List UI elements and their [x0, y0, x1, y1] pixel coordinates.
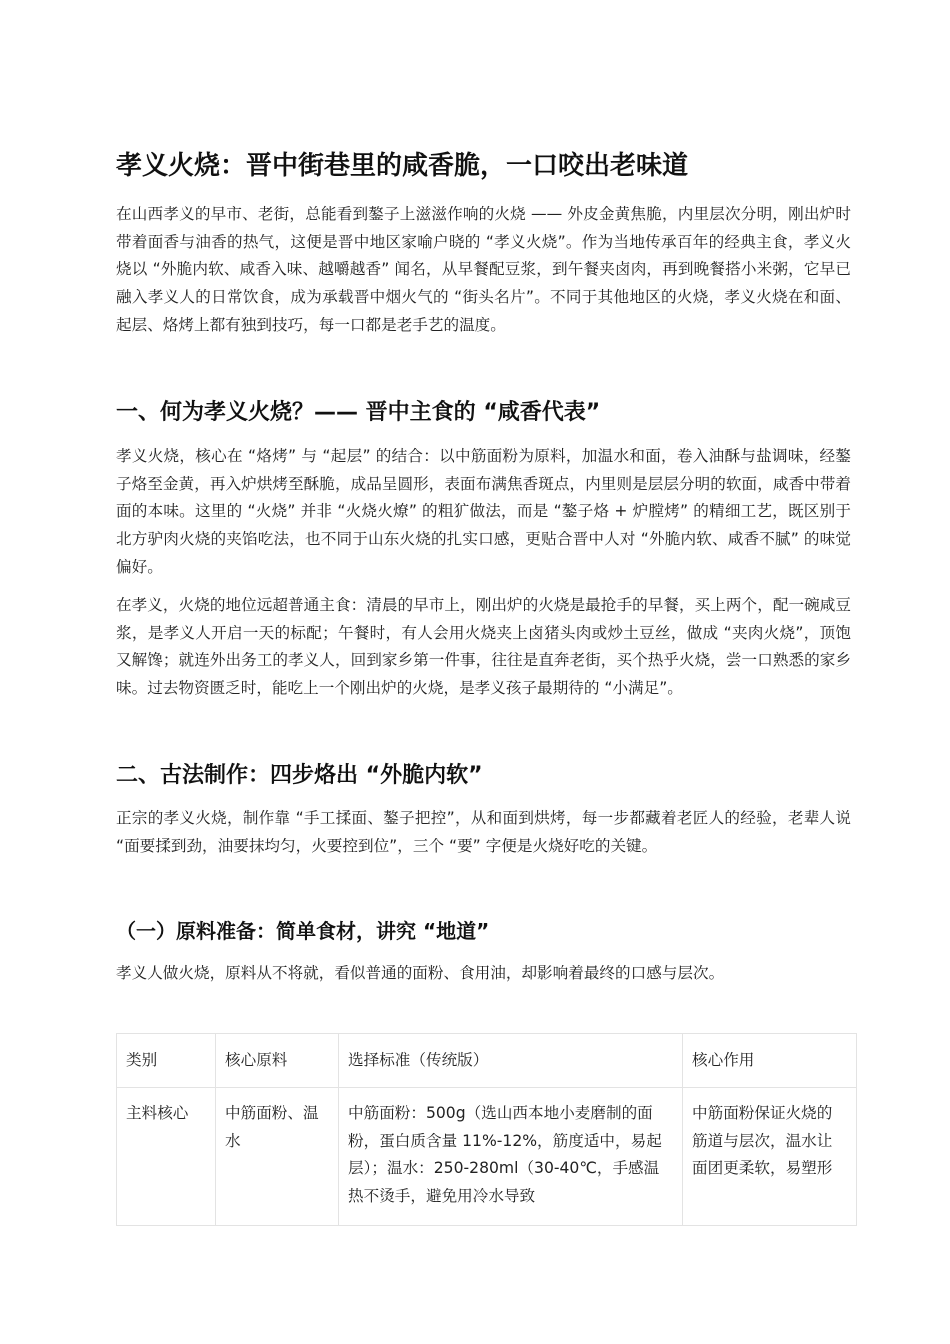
section2-heading: 二、古法制作：四步烙出 “外脆内软”: [116, 763, 483, 788]
article-title: 孝义火烧：晋中街巷里的咸香脆，一口咬出老味道: [116, 151, 689, 181]
table-header-cell: 选择标准（传统版）: [339, 1034, 683, 1088]
ingredients-table: [116, 1033, 857, 1226]
table-header-cell: 核心原料: [216, 1034, 339, 1088]
table-cell: 主料核心: [117, 1088, 216, 1226]
table-cell: 中筋面粉：500g（选山西本地小麦磨制的面粉，蛋白质含量 11%-12%，筋度适中，易起层）；温水：250-280ml（30-40℃，手感温热不烫手，避免用冷水导致: [339, 1088, 683, 1226]
subsection1-heading: （一）原料准备：简单食材，讲究 “地道”: [116, 919, 490, 943]
table-cell: 中筋面粉、温水: [216, 1088, 339, 1226]
section1-heading: 一、何为孝义火烧？—— 晋中主食的 “咸香代表”: [116, 400, 601, 425]
section2-paragraph-1: 正宗的孝义火烧，制作靠 “手工揉面、鏊子把控”，从和面到烘烤，每一步都藏着老匠人的经验，老辈人说 “面要揉到劲，油要抹均匀，火要控到位”，三个 “要” 字便是火烧好吃的关键。: [116, 809, 851, 855]
table-header-cell: 类别: [117, 1034, 216, 1088]
table-header-cell: 核心作用: [683, 1034, 857, 1088]
intro-paragraph: 在山西孝义的早市、老街，总能看到鏊子上滋滋作响的火烧 —— 外皮金黄焦脆，内里层次分明，刚出炉时带着面香与油香的热气，这便是晋中地区家喻户晓的 “孝义火烧”。作为当地传承百年的经典主食，孝义火烧以 “外脆内软、咸香入味、越嚼越香” 闻名，从早餐配豆浆，到午餐夹卤肉，再到晚餐搭小米粥，它早已融入孝义人的日常饮食，成为承载晋中烟火气的 “街头名片”。不同于其他地区的火烧，孝义火烧在和面、起层、烙烤上都有独到技巧，每一口都是老手艺的温度。: [116, 205, 851, 334]
table-row: [117, 1088, 857, 1226]
table-cell: 中筋面粉保证火烧的筋道与层次，温水让面团更柔软，易塑形: [683, 1088, 857, 1226]
subsection1-paragraph: 孝义人做火烧，原料从不将就，看似普通的面粉、食用油，却影响着最终的口感与层次。: [116, 964, 725, 982]
section1-paragraph-1: 孝义火烧，核心在 “烙烤” 与 “起层” 的结合：以中筋面粉为原料，加温水和面，卷入油酥与盐调味，经鏊子烙至金黄，再入炉烘烤至酥脆，成品呈圆形，表面布满焦香斑点，内里则是层层分明的软面，咸香中带着面的本味。这里的 “火烧” 并非 “火烧火燎” 的粗犷做法，而是 “鏊子烙 + 炉膛烤” 的精细工艺，既区别于北方驴肉火烧的夹馅吃法，也不同于山东火烧的扎实口感，更贴合晋中人对 “外脆内软、咸香不腻” 的味觉偏好。: [116, 447, 851, 576]
section1-paragraph-2: 在孝义，火烧的地位远超普通主食：清晨的早市上，刚出炉的火烧是最抢手的早餐，买上两个，配一碗咸豆浆，是孝义人开启一天的标配；午餐时，有人会用火烧夹上卤猪头肉或炒土豆丝，做成 “夹肉火烧”，顶饱又解馋；就连外出务工的孝义人，回到家乡第一件事，往往是直奔老街，买个热乎火烧，尝一口熟悉的家乡味。过去物资匮乏时，能吃上一个刚出炉的火烧，是孝义孩子最期待的 “小满足”。: [116, 596, 851, 698]
table-header-row: [117, 1034, 857, 1088]
